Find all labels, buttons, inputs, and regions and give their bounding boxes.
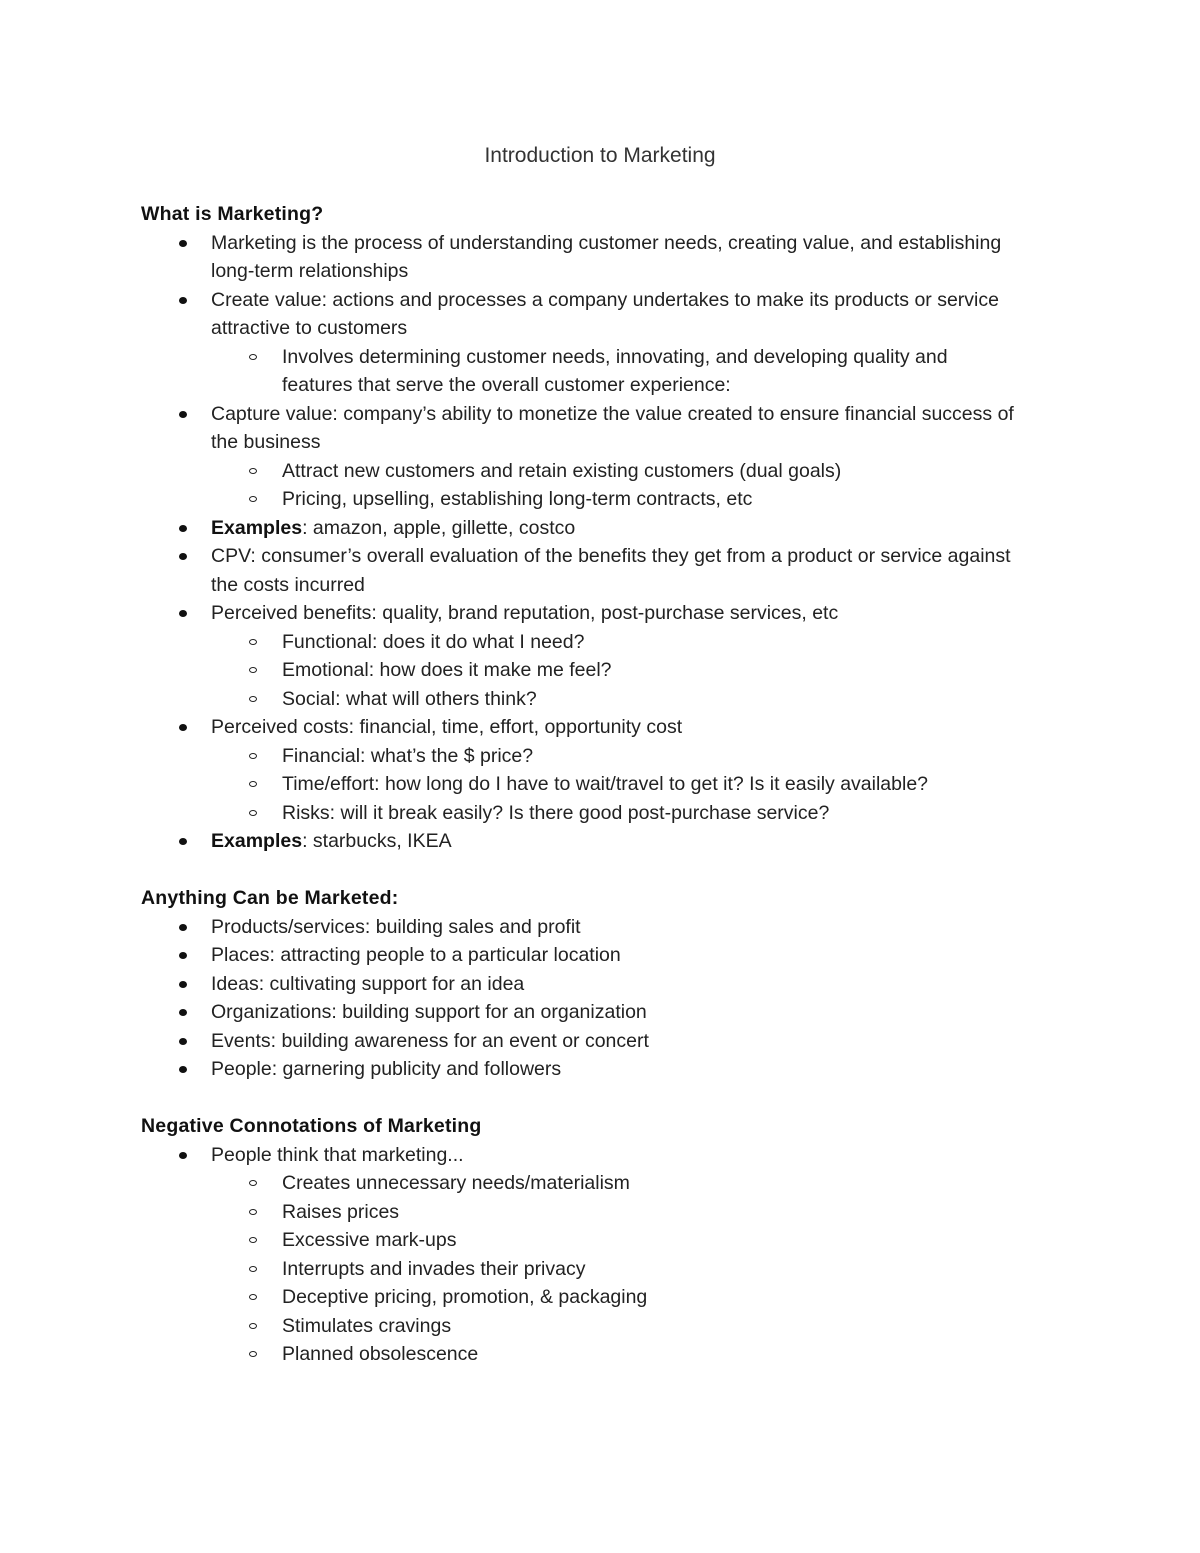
- bullet-list: [0, 1141, 1200, 1369]
- list-item: [0, 514, 1021, 543]
- sub-list-item-text: Pricing, upselling, establishing long-term contracts, etc: [282, 488, 753, 510]
- hollow-bullet-icon: [249, 1323, 257, 1329]
- hollow-bullet-icon: [249, 639, 257, 645]
- list-item: [0, 713, 1021, 742]
- list-item: [0, 941, 1021, 970]
- hollow-bullet-icon: [249, 468, 257, 474]
- sub-bullet-list: [0, 1169, 1200, 1369]
- list-item: [0, 286, 1021, 343]
- list-item-text: CPV: consumer’s overall evaluation of the benefits they get from a product or service against the costs incurred: [211, 545, 1011, 596]
- sub-list-item: [0, 1226, 1022, 1255]
- list-item: [0, 229, 1021, 286]
- hollow-bullet-icon: [249, 354, 257, 360]
- bold-label: Examples: [211, 516, 303, 539]
- bullet-icon: [179, 553, 187, 560]
- bullet-icon: [179, 610, 187, 617]
- sub-list-item-text: Raises prices: [282, 1200, 400, 1223]
- hollow-bullet-icon: [249, 753, 257, 759]
- hollow-bullet-icon: [249, 1294, 257, 1300]
- sub-list-item: [0, 799, 1022, 828]
- document-title: Introduction to Marketing: [484, 144, 716, 167]
- section-heading: What is Marketing?: [141, 203, 324, 225]
- bullet-list: [0, 913, 1200, 1084]
- sub-list-item-text: Interrupts and invades their privacy: [282, 1257, 586, 1280]
- sub-list-item: [0, 685, 1022, 714]
- bullet-icon: [179, 411, 187, 418]
- list-item-text: Perceived costs: financial, time, effort, opportunity cost: [211, 716, 683, 738]
- sub-list-item-text: Financial: what’s the $ price?: [282, 744, 534, 767]
- list-item: [0, 400, 1021, 457]
- section-what-is-marketing: [0, 200, 1200, 856]
- bullet-list: [0, 229, 1200, 856]
- list-item-text: : amazon, apple, gillette, costco: [302, 516, 576, 539]
- sub-list-item: [0, 656, 1022, 685]
- hollow-bullet-icon: [249, 1351, 257, 1357]
- list-item: [0, 1055, 1021, 1084]
- list-item: [0, 970, 1021, 999]
- hollow-bullet-icon: [249, 781, 257, 787]
- bullet-icon: [179, 1066, 187, 1073]
- sub-list-item-text: Attract new customers and retain existing customers (dual goals): [282, 459, 842, 482]
- section-negative-connotations: [0, 1112, 1200, 1369]
- sub-list-item: [0, 1255, 1022, 1284]
- hollow-bullet-icon: [249, 667, 257, 673]
- hollow-bullet-icon: [249, 1209, 257, 1215]
- list-item: [0, 1141, 1021, 1170]
- bullet-icon: [179, 952, 187, 959]
- sub-list-item: [0, 628, 1022, 657]
- bullet-icon: [179, 525, 187, 532]
- hollow-bullet-icon: [249, 1237, 257, 1243]
- bullet-icon: [179, 240, 187, 247]
- bullet-icon: [179, 838, 187, 845]
- hollow-bullet-icon: [249, 810, 257, 816]
- sub-list-item-text: Creates unnecessary needs/materialism: [282, 1172, 630, 1194]
- bold-label: Examples: [211, 830, 303, 852]
- list-item-text: People think that marketing...: [211, 1143, 464, 1166]
- bullet-icon: [179, 1152, 187, 1159]
- list-item-text: People: garnering publicity and followers: [211, 1058, 562, 1080]
- sub-list-container: [0, 343, 1200, 400]
- list-item: [0, 998, 1021, 1027]
- bullet-icon: [179, 297, 187, 304]
- sub-list-item-text: Functional: does it do what I need?: [282, 630, 585, 653]
- sub-list-item-text: Planned obsolescence: [282, 1343, 479, 1365]
- sub-list-item: [0, 457, 1022, 486]
- sub-list-item: [0, 343, 1022, 400]
- sub-list-item-text: Social: what will others think?: [282, 687, 537, 710]
- list-item-text: Places: attracting people to a particular location: [211, 944, 621, 966]
- bullet-icon: [179, 981, 187, 988]
- list-item-text: Capture value: company’s ability to monetize the value created to ensure financial success of the business: [211, 402, 1014, 453]
- sub-list-item: [0, 485, 1022, 514]
- sub-list-container: [0, 742, 1200, 828]
- sub-list-item: [0, 742, 1022, 771]
- sub-list-item: [0, 1283, 1022, 1312]
- sub-list-item-text: Excessive mark-ups: [282, 1229, 457, 1251]
- list-item-text: Products/services: building sales and profit: [211, 915, 581, 938]
- hollow-bullet-icon: [249, 1180, 257, 1186]
- bullet-icon: [179, 1038, 187, 1045]
- bullet-icon: [179, 1009, 187, 1016]
- hollow-bullet-icon: [249, 696, 257, 702]
- sub-list-item-text: Involves determining customer needs, innovating, and developing quality and features that serve the overall customer experience:: [282, 345, 948, 396]
- sub-list-item-text: Emotional: how does it make me feel?: [282, 659, 612, 681]
- sub-list-item-text: Deceptive pricing, promotion, & packaging: [282, 1286, 648, 1308]
- sub-bullet-list: [0, 628, 1200, 714]
- sub-list-item: [0, 1312, 1022, 1341]
- sub-list-item-text: Stimulates cravings: [282, 1314, 452, 1337]
- section-anything-can-be-marketed: [0, 884, 1200, 1084]
- sub-list-item-text: Risks: will it break easily? Is there good post-purchase service?: [282, 801, 830, 824]
- bullet-icon: [179, 924, 187, 931]
- list-item-text: Create value: actions and processes a company undertakes to make its products or service attractive to customers: [211, 288, 999, 339]
- sub-list-item: [0, 1169, 1022, 1198]
- sub-list-container: [0, 628, 1200, 714]
- list-item-text: : starbucks, IKEA: [302, 830, 452, 852]
- sub-list-item: [0, 770, 1022, 799]
- sub-list-container: [0, 457, 1200, 514]
- sub-list-item: [0, 1340, 1022, 1369]
- list-item: [0, 599, 1021, 628]
- sub-list-container: [0, 1169, 1200, 1369]
- list-item: [0, 827, 1021, 856]
- list-item: [0, 1027, 1021, 1056]
- list-item-text: Events: building awareness for an event or concert: [211, 1029, 649, 1052]
- list-item: [0, 542, 1021, 599]
- list-item: [0, 913, 1021, 942]
- sub-bullet-list: [0, 457, 1200, 514]
- section-heading: Anything Can be Marketed:: [141, 887, 399, 909]
- section-heading: Negative Connotations of Marketing: [141, 1115, 482, 1137]
- sub-bullet-list: [0, 343, 1200, 400]
- list-item-text: Organizations: building support for an organization: [211, 1001, 647, 1023]
- hollow-bullet-icon: [249, 1266, 257, 1272]
- sub-list-item-text: Time/effort: how long do I have to wait/travel to get it? Is it easily available?: [282, 773, 929, 795]
- sub-bullet-list: [0, 742, 1200, 828]
- sub-list-item: [0, 1198, 1022, 1227]
- bullet-icon: [179, 724, 187, 731]
- list-item-text: Perceived benefits: quality, brand reputation, post-purchase services, etc: [211, 602, 839, 624]
- list-item-text: Ideas: cultivating support for an idea: [211, 972, 525, 995]
- hollow-bullet-icon: [249, 496, 257, 502]
- list-item-text: Marketing is the process of understanding customer needs, creating value, and establishing long-term relationships: [211, 231, 1002, 282]
